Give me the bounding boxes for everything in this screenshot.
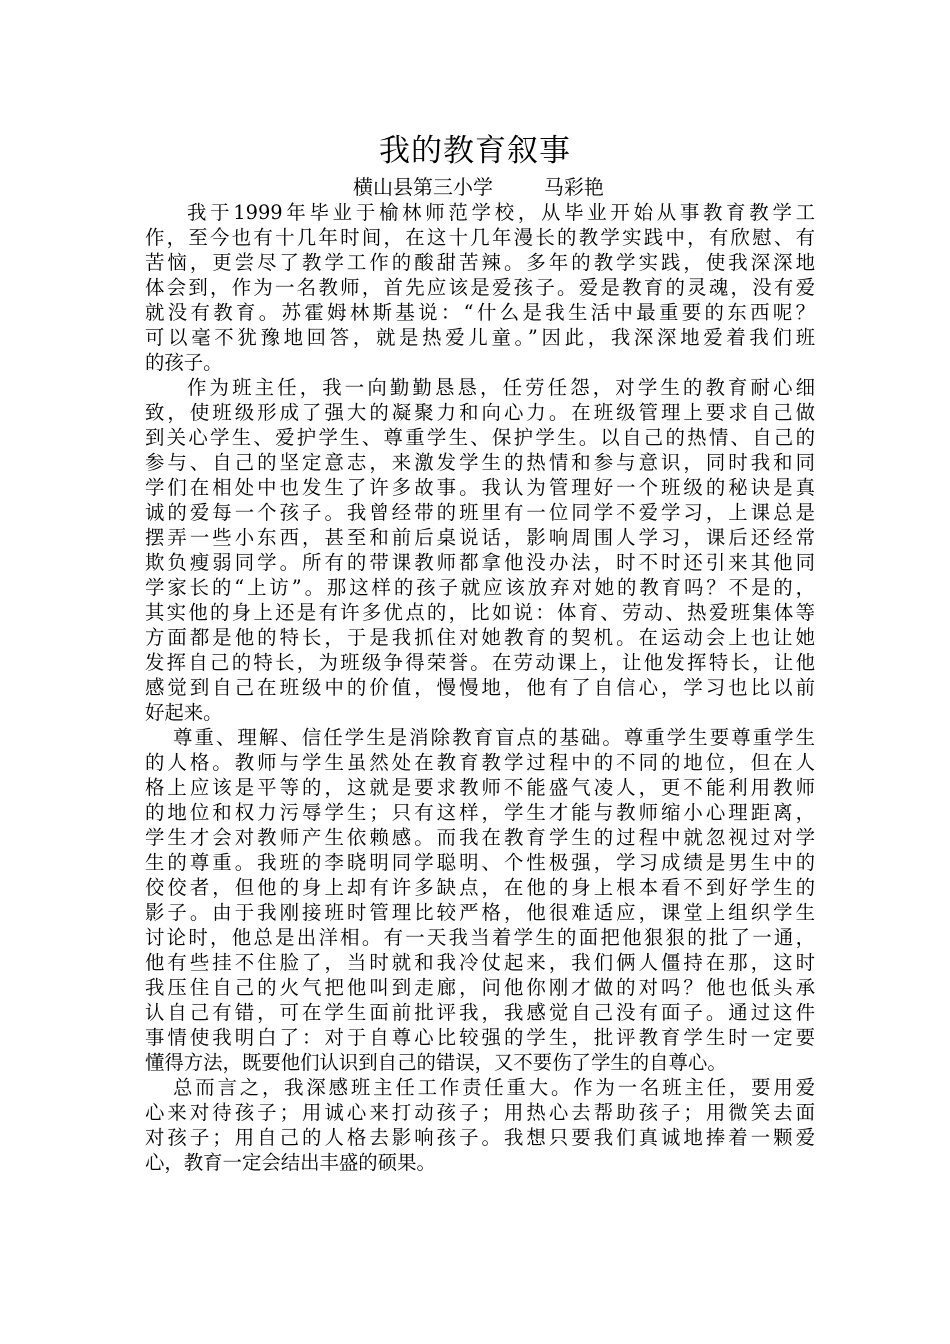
paragraph-line: 体会到，作为一名教师，首先应该是爱孩子。爱是教育的灵魂，没有爱 bbox=[145, 276, 815, 299]
paragraph-line: 认自己有错，可在学生面前批评我，我感觉自己没有面子。通过这件 bbox=[145, 1001, 815, 1024]
author-byline: 横山县第三小学 马彩艳 bbox=[353, 175, 604, 199]
paragraph-line: 我压住自己的火气把他叫到走廊，问他你刚才做的对吗？他也低头承 bbox=[145, 976, 815, 999]
paragraph-line: 心，教育一定会结出丰盛的硕果。 bbox=[145, 1151, 436, 1174]
paragraph-line: 影子。由于我刚接班时管理比较严格，他很难适应，课堂上组织学生 bbox=[145, 901, 815, 924]
paragraph-line: 讨论时，他总是出洋相。有一天我当着学生的面把他狠狠的批了一通， bbox=[145, 926, 815, 949]
paragraph-line: 尊重、理解、信任学生是消除教育盲点的基础。尊重学生要尊重学生 bbox=[173, 726, 815, 749]
paragraph-line: 的地位和权力污辱学生；只有这样，学生才能与教师缩小心理距离， bbox=[145, 801, 815, 824]
paragraph-line: 作，至今也有十几年时间，在这十几年漫长的教学实践中，有欣慰、有 bbox=[145, 226, 815, 249]
paragraph-line: 学生才会对教师产生依赖感。而我在教育学生的过程中就忽视过对学 bbox=[145, 826, 815, 849]
paragraph-line: 他有些挂不住脸了，当时就和我冷仗起来，我们俩人僵持在那，这时 bbox=[145, 951, 815, 974]
paragraph-line: 格上应该是平等的，这就是要求教师不能盛气凌人，更不能利用教师 bbox=[145, 776, 815, 799]
document-body bbox=[145, 200, 815, 1175]
paragraph-line: 学家长的“上访”。那这样的孩子就应该放弃对她的教育吗？不是的， bbox=[145, 576, 815, 599]
paragraph-line: 就没有教育。苏霍姆林斯基说：“什么是我生活中最重要的东西呢？ bbox=[145, 301, 815, 324]
paragraph-line: 到关心学生、爱护学生、尊重学生、保护学生。以自己的热情、自己的 bbox=[145, 426, 815, 449]
paragraph bbox=[145, 725, 815, 1075]
paragraph-line: 学们在相处中也发生了许多故事。我认为管理好一个班级的秘诀是真 bbox=[145, 476, 815, 499]
paragraph-line: 方面都是他的特长，于是我抓住对她教育的契机。在运动会上也让她 bbox=[145, 626, 815, 649]
paragraph bbox=[145, 375, 815, 725]
paragraph-line: 参与、自己的坚定意志，来激发学生的热情和参与意识，同时我和同 bbox=[145, 451, 815, 474]
paragraph-line: 好起来。 bbox=[145, 701, 223, 724]
paragraph-line: 欺负瘦弱同学。所有的带课教师都拿他没办法，时不时还引来其他同 bbox=[145, 551, 815, 574]
paragraph-line: 事情使我明白了：对于自尊心比较强的学生，批评教育学生时一定要 bbox=[145, 1026, 815, 1049]
paragraph-line: 作为班主任，我一向勤勤恳恳，任劳任怨，对学生的教育耐心细 bbox=[187, 376, 815, 399]
paragraph-line: 懂得方法，既要他们认识到自己的错误，又不要伤了学生的自尊心。 bbox=[145, 1051, 727, 1074]
paragraph-line: 其实他的身上还是有许多优点的，比如说：体育、劳动、热爱班集体等 bbox=[145, 601, 815, 624]
paragraph-line: 对孩子；用自己的人格去影响孩子。我想只要我们真诚地捧着一颗爱 bbox=[145, 1126, 815, 1149]
paragraph bbox=[145, 200, 815, 375]
paragraph-line: 感觉到自己在班级中的价值，慢慢地，他有了自信心，学习也比以前 bbox=[145, 676, 815, 699]
paragraph-line: 发挥自己的特长，为班级争得荣誉。在劳动课上，让他发挥特长，让他 bbox=[145, 651, 815, 674]
paragraph-line: 苦恼，更尝尽了教学工作的酸甜苦辣。多年的教学实践，使我深深地 bbox=[145, 251, 815, 274]
paragraph-line: 总而言之，我深感班主任工作责任重大。作为一名班主任，要用爱 bbox=[173, 1076, 815, 1099]
paragraph-line: 的人格。教师与学生虽然处在教育教学过程中的不同的地位，但在人 bbox=[145, 751, 815, 774]
paragraph-line: 摆弄一些小东西，甚至和前后桌说话，影响周围人学习，课后还经常 bbox=[145, 526, 815, 549]
paragraph-line: 佼佼者，但他的身上却有许多缺点，在他的身上根本看不到好学生的 bbox=[145, 876, 815, 899]
paragraph-line: 可以毫不犹豫地回答，就是热爱儿童。”因此，我深深地爱着我们班 bbox=[145, 326, 815, 349]
paragraph bbox=[145, 1075, 815, 1175]
paragraph-line: 我于1999年毕业于榆林师范学校，从毕业开始从事教育教学工 bbox=[187, 201, 815, 224]
paragraph-line: 的孩子。 bbox=[145, 351, 223, 374]
paragraph-line: 诚的爱每一个孩子。我曾经带的班里有一位同学不爱学习，上课总是 bbox=[145, 501, 815, 524]
document-title: 我的教育叙事 bbox=[379, 133, 571, 169]
paragraph-line: 心来对待孩子；用诚心来打动孩子；用热心去帮助孩子；用微笑去面 bbox=[145, 1101, 815, 1124]
paragraph-line: 致，使班级形成了强大的凝聚力和向心力。在班级管理上要求自己做 bbox=[145, 401, 815, 424]
paragraph-line: 生的尊重。我班的李晓明同学聪明、个性极强，学习成绩是男生中的 bbox=[145, 851, 815, 874]
